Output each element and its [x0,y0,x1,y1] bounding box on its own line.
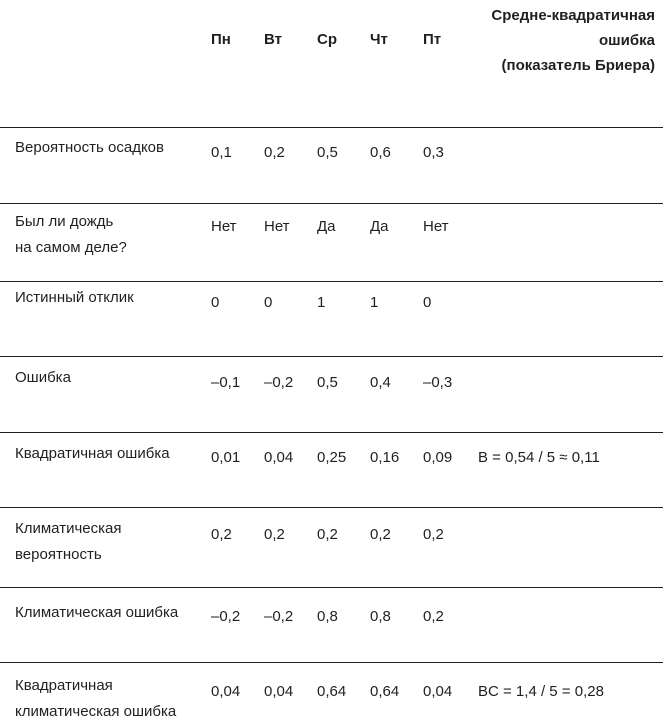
cell-fri: 0,09 [423,433,478,508]
table-row [0,588,663,663]
table-row [0,663,663,725]
row-label [0,128,211,204]
cell-thu: 0,4 [370,357,423,433]
table-row [0,204,663,282]
row-label [0,204,211,282]
row-label [0,433,211,508]
cell-note [478,128,663,204]
row-label-line: Квадратичная [15,673,211,699]
cell-wed: 0,25 [317,433,370,508]
cell-fri: Нет [423,204,478,282]
header-row [0,0,663,128]
row-label-line: вероятность [15,542,211,568]
header-label-cell [0,0,211,128]
cell-thu: 0,16 [370,433,423,508]
cell-fri: 0 [423,282,478,357]
table-row [0,508,663,588]
row-label [0,663,211,725]
row-label [0,508,211,588]
cell-wed: 0,5 [317,128,370,204]
cell-wed: Да [317,204,370,282]
table-row [0,433,663,508]
header-brier-score [478,0,663,128]
cell-fri: –0,3 [423,357,478,433]
cell-fri: 0,2 [423,508,478,588]
row-label [0,282,211,357]
header-day-fri: Пт [423,0,478,128]
cell-fri: 0,3 [423,128,478,204]
brier-score-formula: B = 0,54 / 5 ≈ 0,11 [478,433,663,508]
cell-tue: 0,2 [264,508,317,588]
cell-mon: –0,2 [211,588,264,663]
cell-tue: –0,2 [264,357,317,433]
row-label-line: Ошибка [15,365,211,391]
cell-tue: –0,2 [264,588,317,663]
table-row [0,357,663,433]
header-day-mon: Пн [211,0,264,128]
cell-wed: 0,2 [317,508,370,588]
cell-thu: 0,8 [370,588,423,663]
cell-mon: Нет [211,204,264,282]
cell-mon: 0,1 [211,128,264,204]
cell-tue: 0,2 [264,128,317,204]
cell-note [478,282,663,357]
row-label-line: Климатическая [15,516,211,542]
cell-fri: 0,2 [423,588,478,663]
row-label-line: климатическая ошибка [15,699,211,725]
cell-note [478,204,663,282]
cell-thu: Да [370,204,423,282]
table-row [0,128,663,204]
cell-mon: 0 [211,282,264,357]
row-label-line: Климатическая ошибка [15,600,211,626]
header-day-thu: Чт [370,0,423,128]
cell-wed: 0,8 [317,588,370,663]
row-label-line: Вероятность осадков [15,135,211,161]
cell-wed: 0,5 [317,357,370,433]
cell-wed: 0,64 [317,663,370,725]
cell-note [478,508,663,588]
cell-mon: –0,1 [211,357,264,433]
climatology-score-formula: BC = 1,4 / 5 = 0,28 [478,663,663,725]
header-day-wed: Ср [317,0,370,128]
cell-thu: 1 [370,282,423,357]
cell-thu: 0,2 [370,508,423,588]
cell-thu: 0,6 [370,128,423,204]
header-brier-line-1: Средне-квадратичная [478,3,655,28]
header-brier-line-3: (показатель Бриера) [478,53,655,78]
cell-note [478,588,663,663]
row-label [0,588,211,663]
cell-mon: 0,01 [211,433,264,508]
row-label-line: Был ли дождь [15,209,211,235]
cell-wed: 1 [317,282,370,357]
cell-note [478,357,663,433]
row-label-line: Истинный отклик [15,285,211,311]
cell-tue: 0 [264,282,317,357]
header-day-tue: Вт [264,0,317,128]
cell-tue: 0,04 [264,433,317,508]
cell-tue: 0,04 [264,663,317,725]
cell-mon: 0,2 [211,508,264,588]
cell-thu: 0,64 [370,663,423,725]
cell-tue: Нет [264,204,317,282]
cell-fri: 0,04 [423,663,478,725]
row-label [0,357,211,433]
header-brier-line-2: ошибка [478,28,655,53]
cell-mon: 0,04 [211,663,264,725]
row-label-line: на самом деле? [15,235,211,261]
row-label-line: Квадратичная ошибка [15,441,211,467]
table-row [0,282,663,357]
